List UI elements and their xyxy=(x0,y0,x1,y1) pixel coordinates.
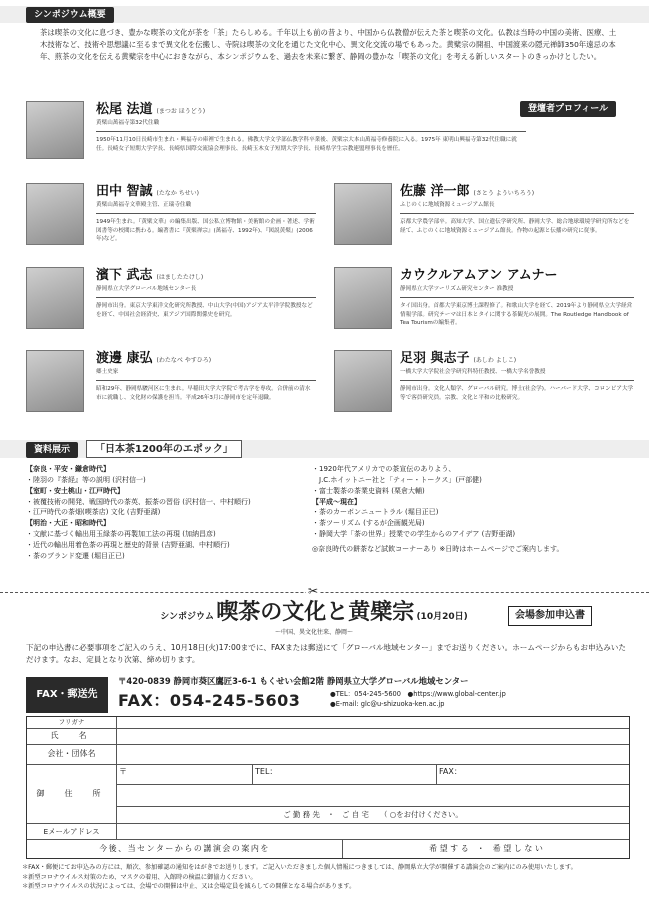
fax-field-label: FAX： xyxy=(439,767,462,776)
divider xyxy=(96,131,526,132)
speaker-photo xyxy=(26,183,84,245)
form-title-main: 喫茶の文化と黄檗宗 xyxy=(216,599,415,625)
speaker-name: 渡邊 康弘 xyxy=(96,351,153,366)
org-label: 会社・団体名 xyxy=(27,745,117,765)
note-item: ＊FAX・郵便にてお申込みの方には、順次、参加確認の通知をはがきでお送りします。ご記入いただきました個人情報につきましては、静岡県立大学が開催する講演会のご案内にのみ使用いたします。 xyxy=(22,864,577,871)
list-item: 【明治・大正・昭和時代】 xyxy=(26,519,110,528)
divider xyxy=(96,213,316,214)
speaker-name: 濱下 武志 xyxy=(96,268,153,283)
form-title-prefix: シンポジウム xyxy=(160,612,214,622)
divider xyxy=(96,380,316,381)
speaker-name: 田中 智誠 xyxy=(96,184,153,199)
speaker-kana: (まつお ほうどう) xyxy=(156,108,206,115)
form-badge: 会場参加申込書 xyxy=(508,606,592,626)
speaker-role: ふじのくに地域資源ミュージアム館長 xyxy=(400,201,495,208)
divider xyxy=(96,297,316,298)
speaker-bio: 1950年11月10日長崎市生まれ・興福寺の庫裡で生まれる。佛教大学文学部仏教学科卒業後、黄檗宗大本山萬福寺修養院に入る。1975年 東明山興福寺第32代住職に就任。長崎女子短期大学学長、長崎県国際交流協会理事長、長崎玉木女子短期大学学長、長崎県学生宗教連盟理事長を歴任。 xyxy=(96,137,517,152)
speaker-role: 静岡県立大学ツーリズム研究センター 准教授 xyxy=(400,285,514,292)
list-item: ・近代の輸出用着色茶の再現と歴史的背景 (吉野亜湖、中村順行) xyxy=(26,540,230,549)
speaker-kana: (あしわ よしこ) xyxy=(473,357,517,364)
contact-email[interactable]: E-mail: glc@u-shizuoka-ken.ac.jp xyxy=(335,699,445,708)
form-notes xyxy=(22,863,632,892)
speaker-bio: 1949年生まれ。『黄檗文華』の編集出版、国公私立博物館・美術館の企画・著述、学術図書等の校閲に携わる。編著書に『黄檗禅宗』(萬福寺、1992年)、『図説黄檗』(2006年)など。 xyxy=(96,219,315,243)
cut-line xyxy=(0,592,649,593)
divider xyxy=(400,297,634,298)
note-item: ＊新型コロナウイルスの状況によっては、会場での開催は中止、又は会場定員を減らしての開催となる場合があります。 xyxy=(22,883,356,891)
phone-icon: ● xyxy=(330,690,336,698)
form-instructions: 下記の申込書に必要事項をご記入のうえ、10月18日(火)17:00までに、FAXまたは郵送にて「グローバル地域センター」までお送りください。ホームページからもお申込みいただけます。なお、定員となり次第、締め切ります。 xyxy=(26,643,626,664)
tel-field[interactable] xyxy=(253,765,437,785)
list-item: ・被覆技術の開発、戦国時代の茶英、振茶の習俗 (沢村信一、中村順行) xyxy=(26,497,251,506)
fax-number: FAX：054-245-5603 xyxy=(118,691,301,710)
fax-address: 〒420-0839 静岡市葵区鷹匠3-6-1 もくせい会館2階 静岡県立大学グローバル地域センター xyxy=(118,676,469,686)
speaker-photo xyxy=(334,183,392,245)
form-title xyxy=(124,598,504,628)
exhibit-list-right xyxy=(312,464,632,555)
speaker-photo xyxy=(334,350,392,412)
list-item: ・茶のブランド変遷 (堀目正已) xyxy=(26,551,125,560)
speaker-role: 一橋大学大学院社会学研究科特任教授、一橋大学名誉教授 xyxy=(400,368,546,375)
divider xyxy=(400,380,634,381)
email-label: Eメールアドレス xyxy=(27,824,117,840)
form-title-date: (10月20日) xyxy=(416,612,468,622)
contact-tel: TEL：054-245-5600 xyxy=(335,690,401,698)
email-field[interactable] xyxy=(117,824,629,840)
address-field[interactable] xyxy=(117,785,629,807)
speaker-photo xyxy=(334,267,392,329)
guide-label: 今後、当センターからの講演会の案内を xyxy=(27,840,343,858)
scissors-icon: ✂ xyxy=(308,584,319,598)
exhibit-list-left xyxy=(26,464,326,562)
list-item: 【室町・安土桃山・江戸時代】 xyxy=(26,486,124,495)
speaker-role: 郷土史家 xyxy=(96,368,119,375)
guide-options[interactable]: 希 望 す る ・ 希 望 し な い xyxy=(429,843,543,853)
exhibit-note: ◎奈良時代の餅茶など試飲コーナーあり ※日時はホームページでご案内します。 xyxy=(312,544,564,553)
contact-web[interactable]: https://www.global-center.jp xyxy=(413,690,506,698)
list-item: ・静岡大学「茶の世界」授業での学生からのアイデア (吉野亜湖) xyxy=(312,530,516,539)
furigana-field[interactable] xyxy=(117,717,629,729)
furigana-label: フリガナ xyxy=(27,717,117,729)
speaker-role: 黄檗山萬福寺第32代住職 xyxy=(96,119,160,126)
address-type-options[interactable]: ご 勤 務 先 ・ ご 自 宅 （ ○をお付けください。 xyxy=(117,807,629,824)
list-item: ・1920年代アメリカでの茶宣伝のありよう、 xyxy=(312,465,456,473)
overview-tag: シンポジウム概要 xyxy=(26,7,114,23)
speaker-bio: 京都大学農学部卒。高知大学、国立遺伝学研究所、静岡大学、総合地球環境学研究所などを経て、ふじのくに地域資源ミュージアム館長。作物の起源と伝播の研究に従事。 xyxy=(400,219,630,234)
speaker-bio: タイ国出身。首都大学東京博士課程修了。和歌山大学を経て、2019年より静岡県立大学経営情報学部。研究テーマは日本とタイに関する茶観光の展開。The Routledge Handbook of Tea Tourismの編集者。 xyxy=(400,303,633,327)
speaker-role: 黄檗山萬福寺文華殿主管、正瑞寺住職 xyxy=(96,201,192,208)
exhibit-tag: 資料展示 xyxy=(26,442,78,458)
speaker-bio: 静岡市出身。東京大学東洋文化研究所教授、中山大学(中国)アジア太平洋学院教授などを経て、中国社会経済史、東アジア国際関係史を研究。 xyxy=(96,303,313,318)
speaker-photo xyxy=(26,350,84,412)
speaker-photo xyxy=(26,101,84,159)
speaker-kana: (たなか ちせい) xyxy=(156,190,199,197)
speaker-bio: 昭和29年、静岡県駿河区に生まれ。早稲田大学大学院で考古学を専攻。合併前の清水市に就職し、文化財の保護を担当。平成26年3月に静岡市を定年退職。 xyxy=(96,386,311,401)
profile-tag: 登壇者プロフィール xyxy=(520,101,616,117)
tel-label: TEL： xyxy=(255,767,278,776)
address-label: 御 住 所 xyxy=(27,765,117,824)
mail-icon: ● xyxy=(330,699,336,708)
note-item: ＊新型コロナウイルス対策のため、マスクの着用、入館時の検温に御協力ください。 xyxy=(22,873,257,881)
list-item: ・富士製茶の茶業史資料 (栗倉大輔) xyxy=(312,486,425,495)
speaker-kana: (さとう よういちろう) xyxy=(473,190,535,197)
speaker-name: 松尾 法道 xyxy=(96,102,153,117)
speaker-name: カウクルアムアン アムナー xyxy=(400,268,558,283)
list-item: ・江戸時代の茶畑(喫茶店) 文化 (吉野亜湖) xyxy=(26,508,161,517)
exhibit-title: 「日本茶1200年のエポック」 xyxy=(86,440,242,458)
org-field[interactable] xyxy=(117,745,629,765)
list-item: J.C.ホイットニー社と「ティー・トークス」(戸部健) xyxy=(312,475,482,484)
web-icon: ● xyxy=(407,690,414,698)
application-form xyxy=(26,716,630,859)
fax-field[interactable] xyxy=(437,765,629,785)
list-item: ・茶ツーリズム (するが企画観光局) xyxy=(312,519,425,528)
speaker-kana: (わたなべ やすひろ) xyxy=(156,357,212,364)
fax-label: FAX・郵送先 xyxy=(26,677,108,713)
divider xyxy=(400,213,634,214)
list-item: ・茶のカーボンニュートラル (堀目正已) xyxy=(312,508,439,517)
overview-text: 茶は喫茶の文化に息づき、豊かな喫茶の文化が茶を「茶」たらしめる。千年以上も前の昔より、中国から仏教僧が伝えた茶と喫茶の文化。仏教は当時の中国の美術、医療、土木技術など、技術や思想議に至るまで異文化を伝搬し、寺院は喫茶の文化を通じた文化中心、異文化交流の場でもあった。黄檗宗の開祖、中国渡来の隠元禅師350年遠忌の本年、煎茶の文化を伝える黄檗宗を中心におきながら、本シンポジウムを、過去を未来に繋ぎ、静岡の豊かな「喫茶の文化」を考える新しいスタートのきっかけとしたい。 xyxy=(40,28,617,62)
name-label: 氏 名 xyxy=(27,729,117,745)
name-field[interactable] xyxy=(117,729,629,745)
postal-field[interactable] xyxy=(117,765,253,785)
contact-info xyxy=(330,690,506,709)
list-item: 【奈良・平安・鎌倉時代】 xyxy=(26,465,110,473)
postal-mark: 〒 xyxy=(119,767,127,776)
speaker-role: 静岡県立大学グローバル地域センター長 xyxy=(96,285,197,292)
list-item: 【平成～現在】 xyxy=(312,497,361,506)
speaker-name: 佐藤 洋一郎 xyxy=(400,184,470,199)
speaker-kana: (はましたたけし) xyxy=(156,274,204,281)
speaker-name: 足羽 與志子 xyxy=(400,351,470,366)
list-item: ・陸羽の『茶経』等の説明 (沢村信一) xyxy=(26,475,146,484)
speaker-photo xyxy=(26,267,84,329)
speaker-bio: 静岡市出身。文化人類学、グローバル研究。博士(社会学)。ハーバード大学、コロンビア大学等で客員研究員。宗教、文化と平和の比較研究。 xyxy=(400,386,634,401)
list-item: ・文献に基づく輸出用玉緑茶の再製加工法の再現 (加納昌彦) xyxy=(26,530,216,539)
form-subtitle: ～中国、異文化往来、静岡～ xyxy=(274,629,353,636)
